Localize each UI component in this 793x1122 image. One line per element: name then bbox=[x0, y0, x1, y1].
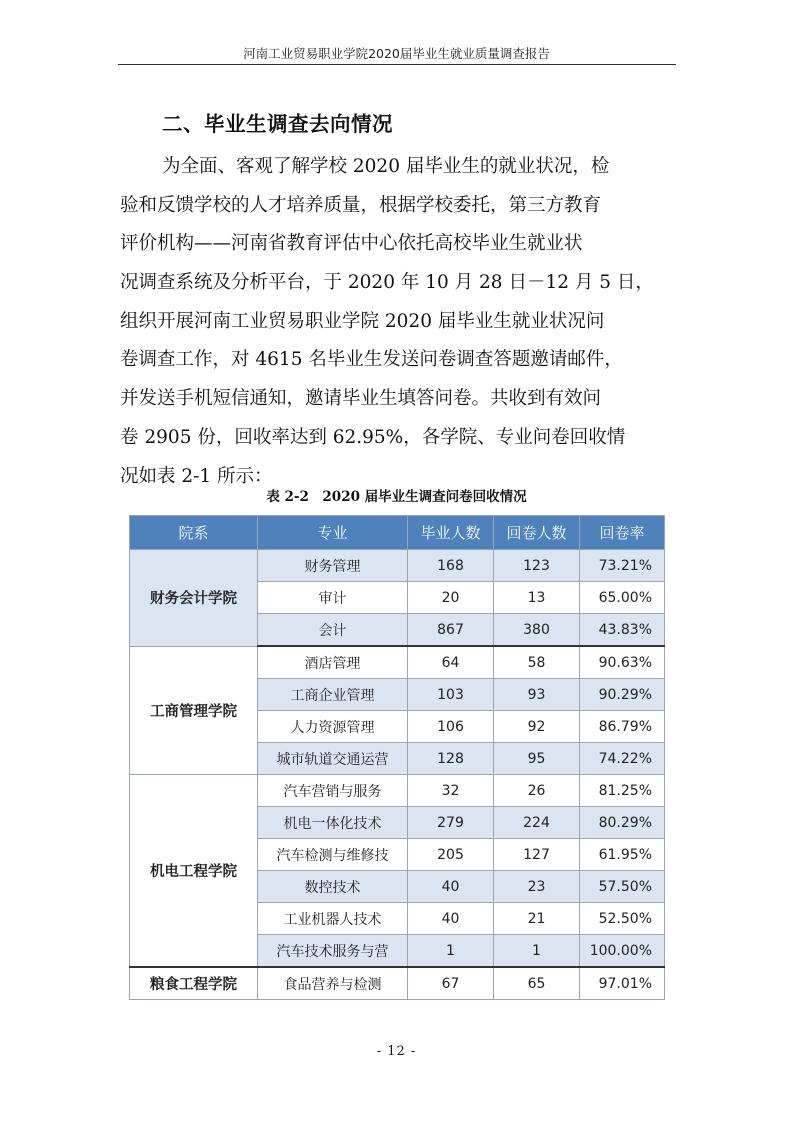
table-row bbox=[130, 550, 665, 582]
body-line: 况如表 2-1 所示： bbox=[120, 465, 273, 487]
major-cell: 汽车营销与服务 bbox=[258, 775, 408, 807]
responses-cell: 1 bbox=[494, 935, 580, 968]
major-cell: 工商企业管理 bbox=[258, 679, 408, 711]
responses-cell: 380 bbox=[494, 614, 580, 647]
graduates-cell: 867 bbox=[408, 614, 494, 647]
responses-cell: 58 bbox=[494, 646, 580, 679]
graduates-cell: 32 bbox=[408, 775, 494, 807]
response-rate-cell: 80.29% bbox=[580, 807, 665, 839]
running-header: 河南工业贸易职业学院2020届毕业生就业质量调查报告 bbox=[243, 46, 550, 61]
major-cell: 酒店管理 bbox=[258, 646, 408, 679]
response-rate-cell: 100.00% bbox=[580, 935, 665, 968]
major-cell: 审计 bbox=[258, 582, 408, 614]
graduates-cell: 67 bbox=[408, 967, 494, 1000]
body-line: 组织开展河南工业贸易职业学院 2020 届毕业生就业状况问 bbox=[120, 310, 605, 332]
column-header-responses: 回卷人数 bbox=[494, 516, 580, 550]
body-line: 并发送手机短信通知，邀请毕业生填答问卷。共收到有效问 bbox=[120, 388, 602, 410]
table-caption: 表 2-2 2020 届毕业生调查问卷回收情况 bbox=[266, 489, 527, 505]
responses-cell: 21 bbox=[494, 903, 580, 935]
responses-cell: 13 bbox=[494, 582, 580, 614]
responses-cell: 224 bbox=[494, 807, 580, 839]
graduates-cell: 168 bbox=[408, 550, 494, 582]
major-cell: 食品营养与检测 bbox=[258, 967, 408, 1000]
body-line: 评价机构——河南省教育评估中心依托高校毕业生就业状 bbox=[120, 233, 583, 255]
body-line: 为全面、客观了解学校 2020 届毕业生的就业状况，检 bbox=[162, 156, 610, 177]
graduates-cell: 1 bbox=[408, 935, 494, 968]
major-cell: 会计 bbox=[258, 614, 408, 647]
graduates-cell: 279 bbox=[408, 807, 494, 839]
responses-cell: 93 bbox=[494, 679, 580, 711]
response-rate-cell: 74.22% bbox=[580, 743, 665, 775]
body-paragraph bbox=[120, 148, 680, 496]
major-cell: 汽车技术服务与营 bbox=[258, 935, 408, 968]
graduates-cell: 64 bbox=[408, 646, 494, 679]
graduates-cell: 103 bbox=[408, 679, 494, 711]
response-rate-cell: 43.83% bbox=[580, 614, 665, 647]
responses-cell: 23 bbox=[494, 871, 580, 903]
response-rate-cell: 90.63% bbox=[580, 646, 665, 679]
response-rate-cell: 52.50% bbox=[580, 903, 665, 935]
graduates-cell: 20 bbox=[408, 582, 494, 614]
responses-cell: 123 bbox=[494, 550, 580, 582]
major-cell: 城市轨道交通运营 bbox=[258, 743, 408, 775]
graduates-cell: 40 bbox=[408, 903, 494, 935]
response-rate-cell: 81.25% bbox=[580, 775, 665, 807]
graduates-cell: 40 bbox=[408, 871, 494, 903]
section-heading: 二、毕业生调查去向情况 bbox=[162, 112, 393, 136]
major-cell: 数控技术 bbox=[258, 871, 408, 903]
major-cell: 财务管理 bbox=[258, 550, 408, 582]
page-number: - 12 - bbox=[376, 1044, 417, 1059]
college-name-cell: 粮食工程学院 bbox=[130, 967, 258, 1000]
major-cell: 工业机器人技术 bbox=[258, 903, 408, 935]
response-rate-cell: 61.95% bbox=[580, 839, 665, 871]
responses-cell: 26 bbox=[494, 775, 580, 807]
survey-response-table bbox=[129, 515, 665, 1000]
major-cell: 汽车检测与维修技 bbox=[258, 839, 408, 871]
major-cell: 机电一体化技术 bbox=[258, 807, 408, 839]
response-rate-cell: 73.21% bbox=[580, 550, 665, 582]
column-header-response-rate: 回卷率 bbox=[580, 516, 665, 550]
body-line: 卷 2905 份，回收率达到 62.95%，各学院、专业问卷回收情 bbox=[120, 426, 626, 448]
responses-cell: 65 bbox=[494, 967, 580, 1000]
response-rate-cell: 97.01% bbox=[580, 967, 665, 1000]
table-header-row bbox=[130, 516, 665, 550]
column-header-graduates: 毕业人数 bbox=[408, 516, 494, 550]
response-rate-cell: 86.79% bbox=[580, 711, 665, 743]
column-header-major: 专业 bbox=[258, 516, 408, 550]
table-row bbox=[130, 646, 665, 679]
responses-cell: 92 bbox=[494, 711, 580, 743]
college-name-cell: 机电工程学院 bbox=[130, 775, 258, 968]
response-rate-cell: 57.50% bbox=[580, 871, 665, 903]
header-rule bbox=[118, 64, 676, 65]
response-rate-cell: 90.29% bbox=[580, 679, 665, 711]
table-row bbox=[130, 967, 665, 1000]
responses-cell: 127 bbox=[494, 839, 580, 871]
body-line: 况调查系统及分析平台，于 2020 年 10 月 28 日－12 月 5 日， bbox=[120, 272, 654, 294]
graduates-cell: 106 bbox=[408, 711, 494, 743]
body-line: 卷调查工作，对 4615 名毕业生发送问卷调查答题邀请邮件， bbox=[120, 349, 623, 371]
graduates-cell: 128 bbox=[408, 743, 494, 775]
college-name-cell: 财务会计学院 bbox=[130, 550, 258, 647]
graduates-cell: 205 bbox=[408, 839, 494, 871]
column-header-college: 院系 bbox=[130, 516, 258, 550]
table-body bbox=[130, 550, 665, 1000]
body-line: 验和反馈学校的人才培养质量，根据学校委托，第三方教育 bbox=[120, 194, 602, 216]
college-name-cell: 工商管理学院 bbox=[130, 646, 258, 775]
response-rate-cell: 65.00% bbox=[580, 582, 665, 614]
responses-cell: 95 bbox=[494, 743, 580, 775]
major-cell: 人力资源管理 bbox=[258, 711, 408, 743]
table-row bbox=[130, 775, 665, 807]
